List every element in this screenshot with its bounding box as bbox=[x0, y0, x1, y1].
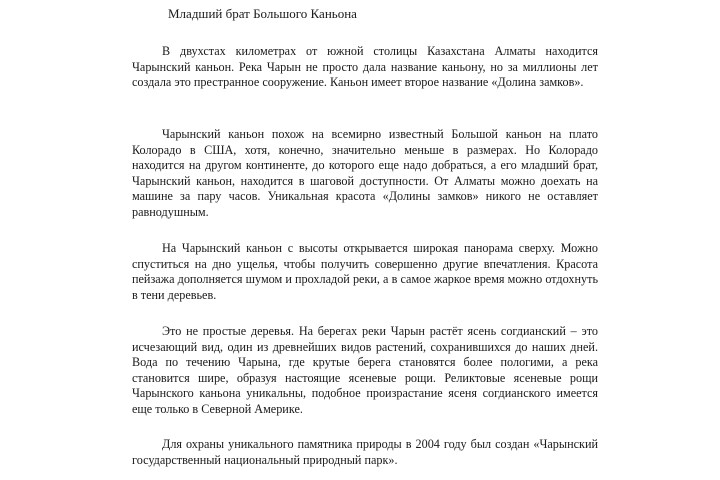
paragraph: Чарынский каньон похож на всемирно известный Большой каньон на плато Колорадо в США, хотя, конечно, значительно меньше в размерах. Но Колорадо находится на другом континенте, до которого еще надо добраться, а его младший брат, Чарынский каньон, находится в шаговой доступности. От Алматы можно доехать на машине за пару часов. Уникальная красота «Долины замков» никого не оставляет равнодушным. bbox=[132, 127, 598, 219]
document-title: Младший брат Большого Каньона bbox=[168, 6, 357, 21]
paragraph: Это не простые деревья. На берегах реки Чарын растёт ясень согдианский – это исчезающий вид, один из древнейших видов растений, сохранившихся до наших дней. Вода по течению Чарына, где крутые берега становятся более пологими, а река становится шире, образуя настоящие ясеневые рощи. Реликтовые ясеневые рощи Чарынского каньона уникальны, подобное произрастание ясеня согдианского имеется еще только в Северной Америке. bbox=[132, 324, 598, 416]
paragraph: На Чарынский каньон с высоты открывается широкая панорама сверху. Можно спуститься на дно ущелья, чтобы получить совершенно другие впечатления. Красота пейзажа дополняется шумом и прохладой реки, а в самое жаркое время можно отдохнуть в тени деревьев. bbox=[132, 241, 598, 302]
paragraph: В двухстах километрах от южной столицы Казахстана Алматы находится Чарынский каньон. Река Чарын не просто дала название каньону, но за миллионы лет создала это престранное сооружение. Каньон имеет второе название «Долина замков». bbox=[132, 44, 598, 90]
paragraph: Для охраны уникального памятника природы в 2004 году был создан «Чарынский государственный национальный природный парк». bbox=[132, 437, 598, 467]
